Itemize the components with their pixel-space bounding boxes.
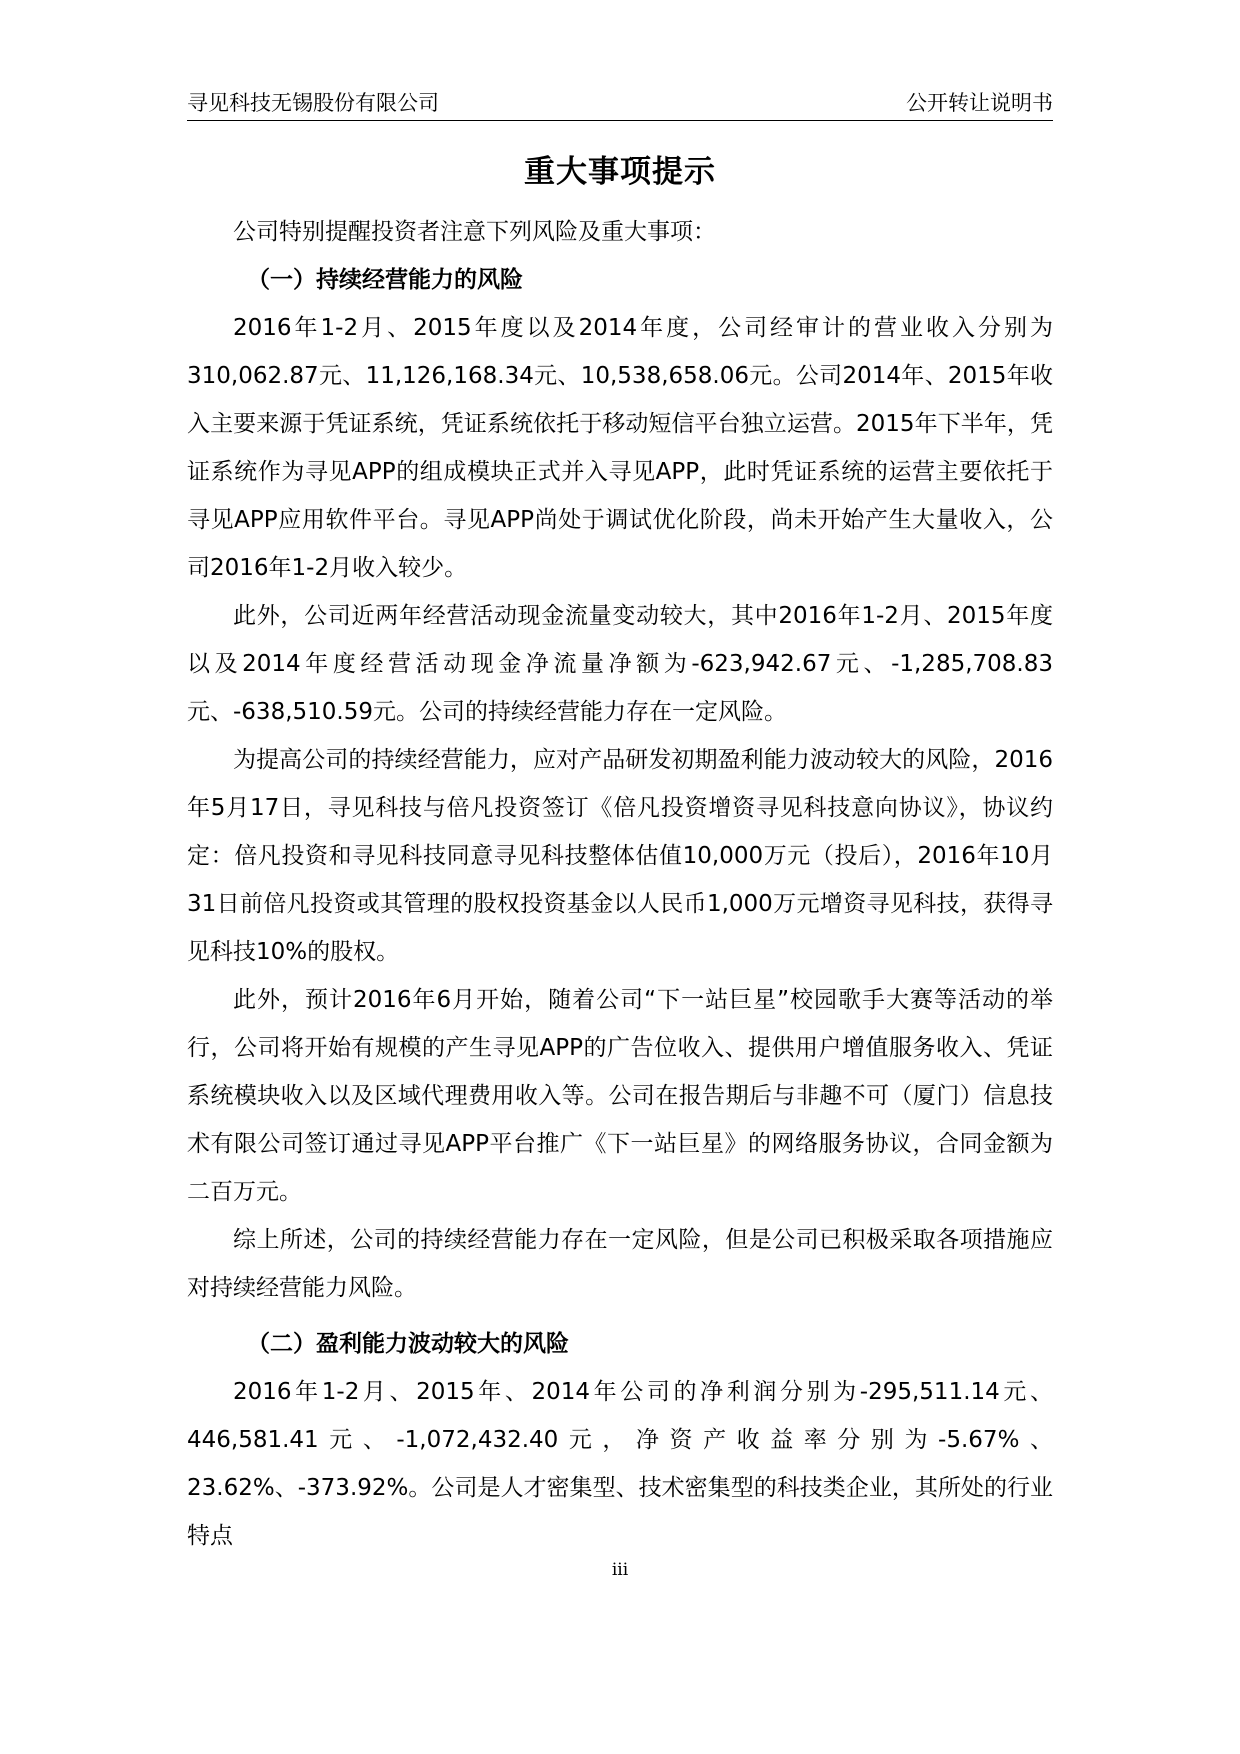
- body-paragraph: 2016年1-2月、2015年、2014年公司的净利润分别为-295,511.14元、446,581.41元、-1,072,432.40元，净资产收益率分别为-5.67%、23.62%、-373.92%。公司是人才密集型、技术密集型的科技类企业，其所处的行业特点: [187, 1379, 1053, 1549]
- page-title: 重大事项提示: [524, 154, 716, 190]
- section-heading-going-concern: （一）持续经营能力的风险: [247, 267, 523, 293]
- body-paragraph: 为提高公司的持续经营能力，应对产品研发初期盈利能力波动较大的风险，2016年5月17日，寻见科技与倍凡投资签订《倍凡投资增资寻见科技意向协议》，协议约定：倍凡投资和寻见科技同意寻见科技整体估值10,000万元（投后），2016年10月31日前倍凡投资或其管理的股权投资基金以人民币1,000万元增资寻见科技，获得寻见科技10%的股权。: [187, 747, 1053, 965]
- header-divider: [187, 120, 1053, 121]
- intro-paragraph: 公司特别提醒投资者注意下列风险及重大事项：: [233, 219, 716, 245]
- body-paragraph: 综上所述，公司的持续经营能力存在一定风险，但是公司已积极采取各项措施应对持续经营能力风险。: [187, 1227, 1053, 1301]
- section-heading-profitability: （二）盈利能力波动较大的风险: [247, 1331, 569, 1357]
- document-body: [187, 208, 1053, 1560]
- header-company-name: 寻见科技无锡股份有限公司: [187, 91, 439, 115]
- page-number: iii: [611, 1560, 629, 1580]
- page-header: [187, 88, 1053, 118]
- header-document-type: 公开转让说明书: [906, 91, 1053, 115]
- body-paragraph: 2016年1-2月、2015年度以及2014年度，公司经审计的营业收入分别为310,062.87元、11,126,168.34元、10,538,658.06元。公司2014年、2015年收入主要来源于凭证系统，凭证系统依托于移动短信平台独立运营。2015年下半年，凭证系统作为寻见APP的组成模块正式并入寻见APP，此时凭证系统的运营主要依托于寻见APP应用软件平台。寻见APP尚处于调试优化阶段，尚未开始产生大量收入，公司2016年1-2月收入较少。: [187, 315, 1053, 581]
- body-paragraph: 此外，预计2016年6月开始，随着公司“下一站巨星”校园歌手大赛等活动的举行，公司将开始有规模的产生寻见APP的广告位收入、提供用户增值服务收入、凭证系统模块收入以及区域代理费用收入等。公司在报告期后与非趣不可（厦门）信息技术有限公司签订通过寻见APP平台推广《下一站巨星》的网络服务协议，合同金额为二百万元。: [187, 987, 1053, 1205]
- body-paragraph: 此外，公司近两年经营活动现金流量变动较大，其中2016年1-2月、2015年度以及2014年度经营活动现金净流量净额为-623,942.67元、-1,285,708.83元、-638,510.59元。公司的持续经营能力存在一定风险。: [187, 603, 1053, 725]
